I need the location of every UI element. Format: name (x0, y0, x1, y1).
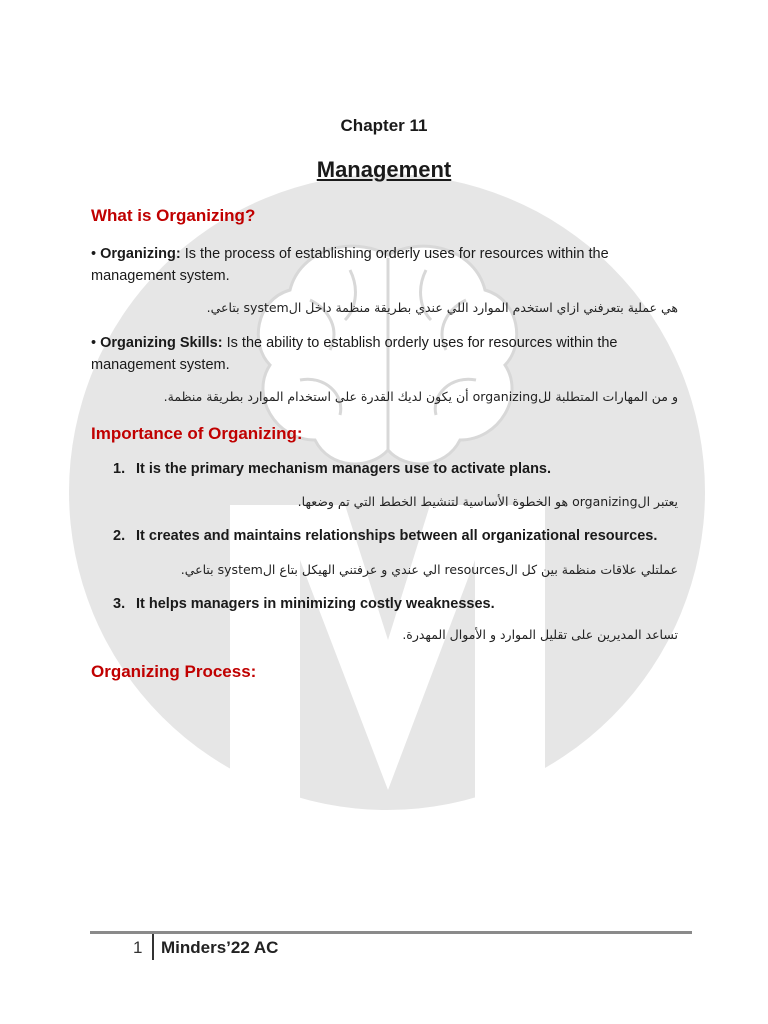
list-item-text: It is the primary mechanism managers use to activate plans. (136, 461, 552, 477)
section-heading-importance: Importance of Organizing: (91, 424, 303, 443)
list-item (113, 461, 693, 477)
list-number: 2. (113, 528, 126, 544)
section-heading-what-is-organizing: What is Organizing? (91, 206, 256, 225)
definition-text-line1: Is the process of establishing orderly uses for resources within the (184, 246, 609, 262)
chapter-label: Chapter 11 (340, 116, 428, 135)
list-item-text: It creates and maintains relationships between all organizational resources. (136, 528, 658, 544)
arabic-translation: يعتبر الorganizing هو الخطوة الأساسية لتنشيط الخطط التي تم وضعها. (297, 494, 678, 509)
page-title: Management (316, 157, 452, 182)
list-item (113, 596, 693, 612)
definition-text-line2: management system. (91, 357, 230, 373)
list-item-text: It helps managers in minimizing costly weaknesses. (136, 596, 495, 612)
arabic-translation: عملتلي علاقات منظمة بين كل الresources الي عندي و عرفتني الهيكل بتاع الsystem بتاعي. (180, 562, 678, 577)
list-item (113, 528, 693, 544)
bullet: • (91, 246, 101, 262)
definition-organizing-skills (91, 332, 691, 376)
arabic-translation: تساعد المديرين على تقليل الموارد و الأموال المهدرة. (402, 627, 678, 642)
section-heading-organizing-process: Organizing Process: (91, 662, 257, 681)
list-number: 3. (113, 596, 126, 612)
definition-text-line2: management system. (91, 268, 230, 284)
list-number: 1. (113, 461, 126, 477)
bullet: • (91, 335, 101, 351)
arabic-translation: و من المهارات المتطلبة للorganizing أن يكون لديك القدرة على استخدام الموارد بطريقة منظمة. (163, 389, 678, 404)
footer-label: Minders’22 AC (161, 938, 279, 957)
definition-text-line1: Is the ability to establish orderly uses for resources within the (226, 335, 618, 351)
definition-term: Organizing: (100, 246, 181, 262)
definition-organizing (91, 243, 691, 287)
definition-term: Organizing Skills: (100, 335, 223, 351)
footer-divider (90, 931, 692, 934)
page-number: 1 (133, 938, 143, 957)
arabic-translation: هي عملية بتعرفني ازاي استخدم الموارد اللي عندي بطريقة منظمة داخل الsystem بتاعي. (206, 300, 678, 315)
footer-separator (152, 934, 154, 960)
